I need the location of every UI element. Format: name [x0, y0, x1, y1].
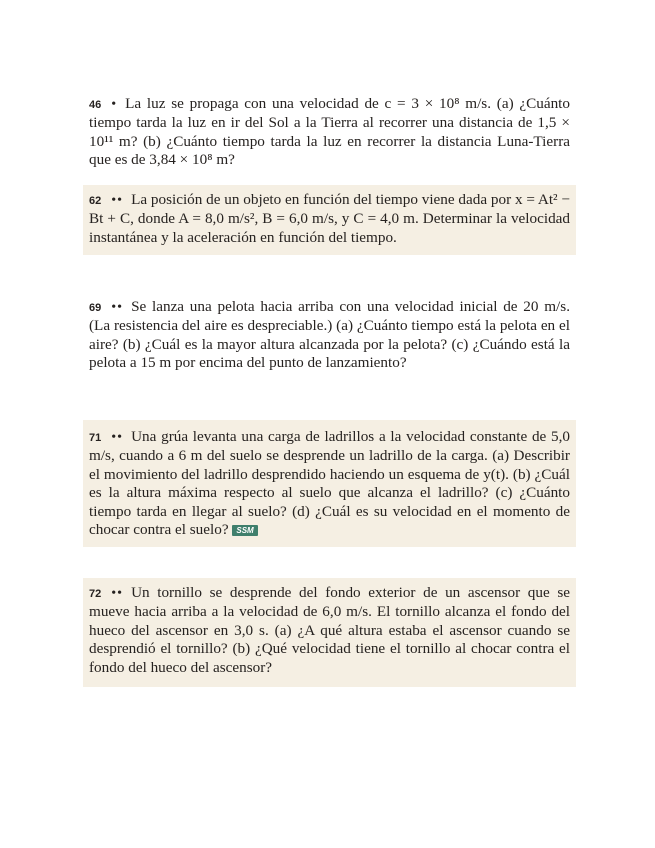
problem-72	[83, 578, 576, 687]
difficulty-dots: •	[111, 97, 118, 112]
problem-62	[83, 185, 576, 255]
problem-text: La luz se propaga con una velocidad de c = 3 × 10⁸ m/s. (a) ¿Cuánto tiempo tarda la luz en ir del Sol a la Tierra al recorrer una distancia de 1,5 × 10¹¹ m? (b) ¿Cuánto tiempo tarda la luz en recorrer la distancia Luna-Tierra que es de 3,84 × 10⁸ m?	[89, 95, 570, 169]
problem-text: Un tornillo se desprende del fondo exterior de un ascensor que se mueve hacia arriba a la velocidad de 6,0 m/s. El tornillo alcanza el fondo del hueco del ascensor en 3,0 s. (a) ¿A qué altura estaba el ascensor cuando se desprendió el tornillo? (b) ¿Qué velocidad tiene el tornillo al chocar contra el fondo del hueco del ascensor?	[89, 584, 570, 676]
problem-number: 62	[89, 195, 102, 207]
problem-number: 71	[89, 432, 102, 444]
problem-number: 72	[89, 588, 102, 600]
problem-number: 46	[89, 99, 102, 111]
difficulty-dots: ••	[111, 586, 124, 601]
problem-46	[83, 93, 576, 172]
problem-number: 69	[89, 302, 102, 314]
problem-text: Una grúa levanta una carga de ladrillos a la velocidad constante de 5,0 m/s, cuando a 6 m del suelo se desprende un ladrillo de la carga. (a) Describir el movimiento del ladrillo desprendido haciendo un esquema de y(t). (b) ¿Cuál es la altura máxima respecto al suelo que alcanza el ladrillo? (c) ¿Cuánto tiempo tarda en llegar al suelo? (d) ¿Cuál es su velocidad en el momento de chocar contra el suelo?	[89, 428, 570, 539]
problem-text: Se lanza una pelota hacia arriba con una velocidad inicial de 20 m/s. (La resistencia del aire es despreciable.) (a) ¿Cuánto tiempo está la pelota en el aire? (b) ¿Cuál es la mayor altura alcanzada por la pelota? (c) ¿Cuándo está la pelota a 15 m por encima del punto de lanzamiento?	[89, 298, 570, 372]
problem-71	[83, 420, 576, 547]
problem-text: La posición de un objeto en función del tiempo viene dada por x = At² − Bt + C, donde A = 8,0 m/s², B = 6,0 m/s, y C = 4,0 m. Determinar la velocidad instantánea y la aceleración en función del tiempo.	[89, 191, 570, 246]
difficulty-dots: ••	[111, 193, 124, 208]
difficulty-dots: ••	[111, 430, 124, 445]
ssm-badge: SSM	[232, 525, 257, 536]
problem-69	[83, 296, 576, 375]
difficulty-dots: ••	[111, 300, 124, 315]
